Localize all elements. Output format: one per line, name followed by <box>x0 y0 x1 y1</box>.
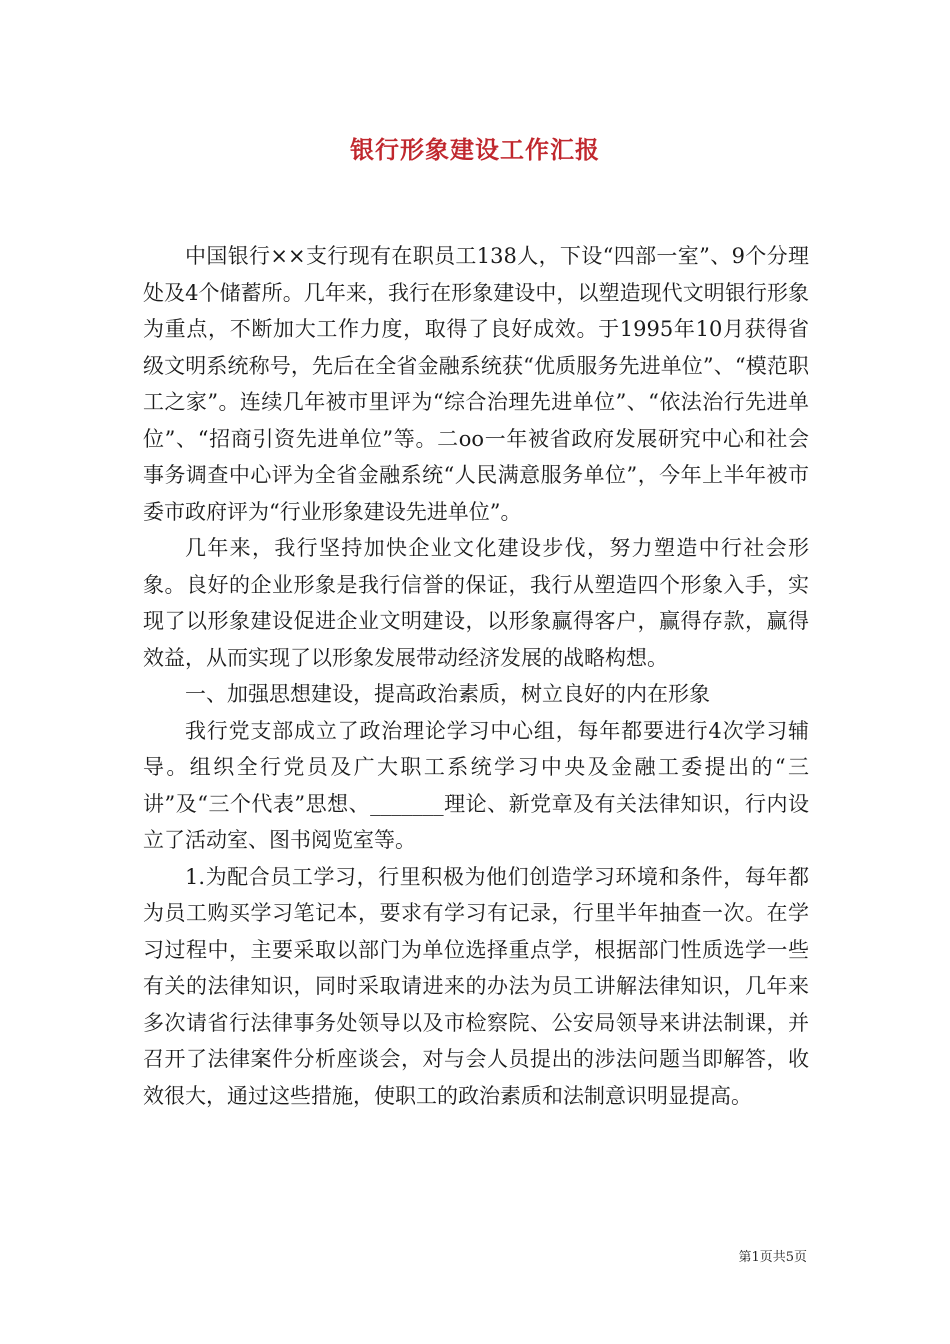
paragraph-item-1: 1.为配合员工学习，行里积极为他们创造学习环境和条件，每年都为员工购买学习笔记本，要求有学习有记录，行里半年抽查一次。在学习过程中，主要采取以部门为单位选择重点学，根据部门性质选学一些有关的法律知识，同时采取请进来的办法为员工讲解法律知识，几年来多次请省行法律事务处领导以及市检察院、公安局领导来讲法制课，并召开了法律案件分析座谈会，对与会人员提出的涉法问题当即解答，收效很大，通过这些措施，使职工的政治素质和法制意识明显提高。 <box>143 864 809 1108</box>
paragraph-culture: 几年来，我行坚持加快企业文化建设步伐，努力塑造中行社会形象。良好的企业形象是我行信誉的保证，我行从塑造四个形象入手，实现了以形象建设促进企业文明建设，以形象赢得客户，赢得存款，赢得效益，从而实现了以形象发展带动经济发展的战略构想。 <box>143 536 809 670</box>
document-title: 银行形象建设工作汇报 <box>350 135 600 164</box>
paragraph-intro: 中国银行××支行现有在职员工138人，下设“四部一室”、9个分理处及4个储蓄所。几年来，我行在形象建设中，以塑造现代文明银行形象为重点，不断加大工作力度，取得了良好成效。于1995年10月获得省级文明系统称号，先后在全省金融系统获“优质服务先进单位”、“模范职工之家”。连续几年被市里评为“综合治理先进单位”、“依法治行先进单位”、“招商引资先进单位”等。二oo一年被省政府发展研究中心和社会事务调查中心评为全省金融系统“人民满意服务单位”，今年上半年被市委市政府评为“行业形象建设先进单位”。 <box>143 244 809 524</box>
paragraph-study-group: 我行党支部成立了政治理论学习中心组，每年都要进行4次学习辅导。组织全行党员及广大职工系统学习中央及金融工委提出的“三讲”及“三个代表”思想、_______理论、新党章及有关法律知识，行内设立了活动室、图书阅览室等。 <box>143 718 809 852</box>
section-heading-1: 一、加强思想建设，提高政治素质，树立良好的内在形象 <box>185 682 710 706</box>
document-body <box>143 238 809 1114</box>
page-number: 第1页共5页 <box>738 1250 807 1265</box>
